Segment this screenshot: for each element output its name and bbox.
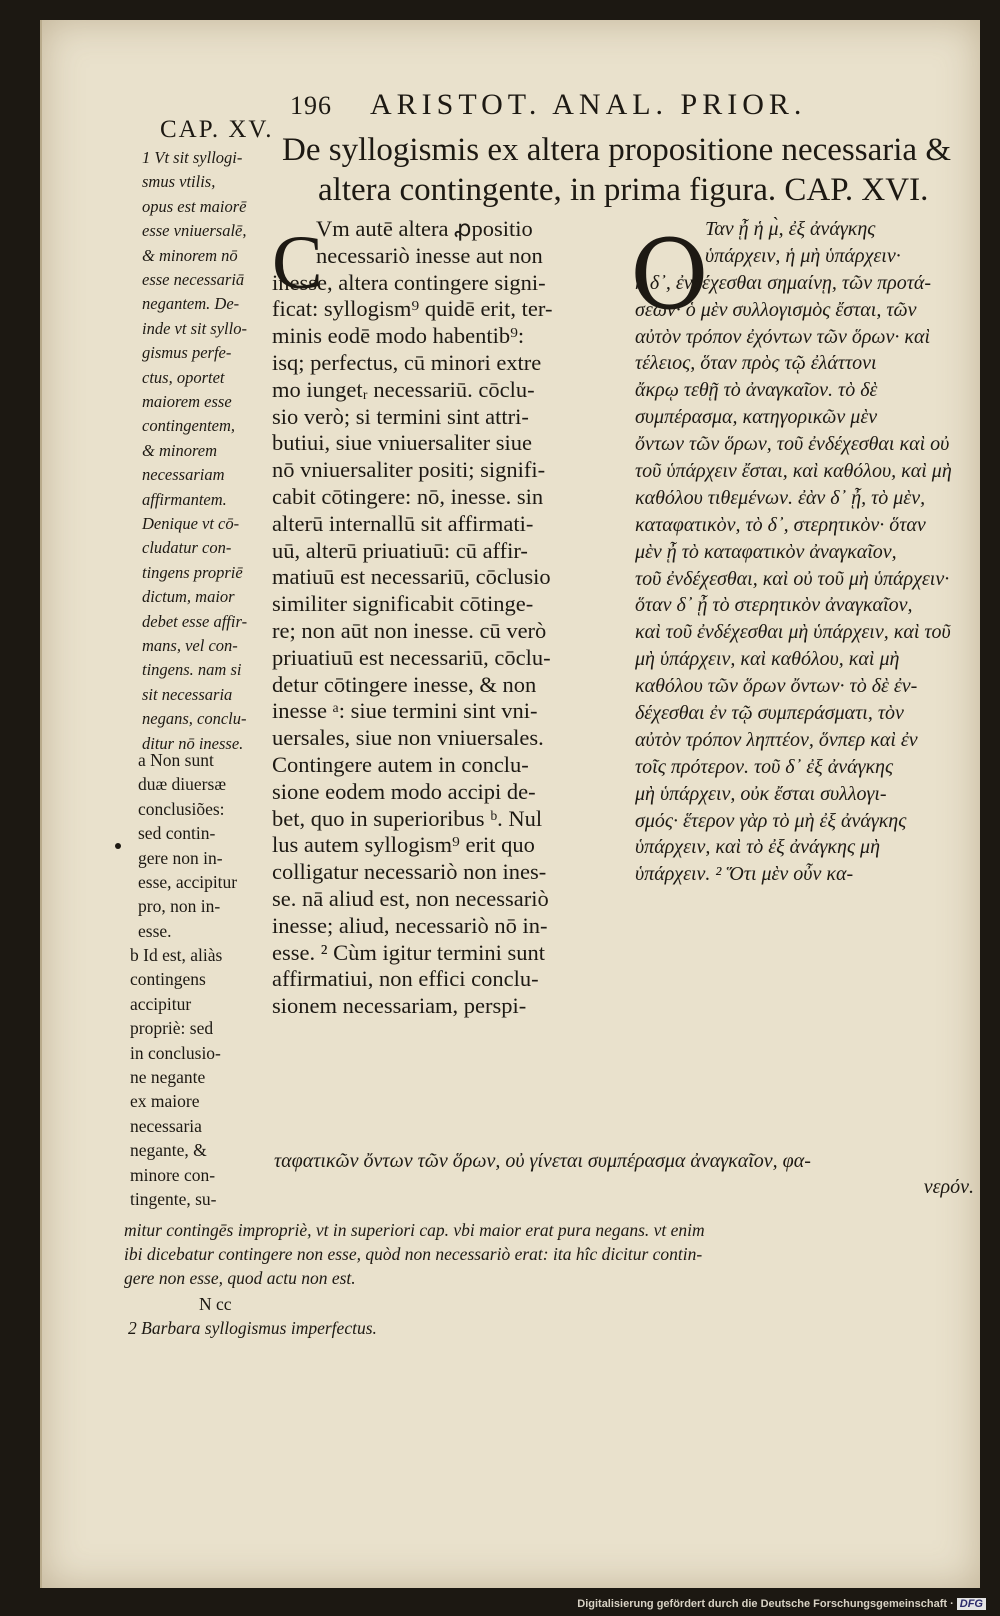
latin-line: necessariò inesse aut non	[316, 242, 543, 268]
margin-note-b-line: ne negante	[130, 1067, 206, 1087]
latin-line: sione eodem modo accipi de-	[272, 778, 536, 804]
margin-note-a-line: duæ diuersæ	[138, 774, 226, 795]
latin-line: re; non aūt non inesse. cū verò	[272, 617, 547, 643]
digitization-text: Digitalisierung gefördert durch die Deutsche Forschungsgemeinschaft ·	[577, 1598, 954, 1610]
chapter-title-line-1: De syllogismis ex altera propositione necessaria &	[282, 132, 951, 168]
greek-line: μὲν ᾖ τὸ καταφατικὸν ἀναγκαῖον,	[635, 540, 897, 563]
greek-line: αὐτὸν τρόπον ληπτέον, ὅνπερ καὶ ἐν	[635, 728, 918, 751]
latin-line: minis eodē modo habentib⁹:	[272, 323, 525, 349]
margin-note-1-line: ctus, oportet	[142, 367, 225, 387]
margin-note-a-line: esse, accipitur	[138, 872, 238, 892]
latin-line: nō vniuersaliter positi; signifi-	[272, 457, 546, 483]
margin-note-1-line: ditur nō inesse.	[142, 733, 244, 753]
greek-line: ὑπάρχειν, ἡ μὴ ὑπάρχειν·	[705, 244, 901, 267]
signature-mark: N cc	[199, 1294, 232, 1314]
latin-line: alterū internallū sit affirmati-	[272, 510, 534, 536]
greek-line: Ταν ᾖ ἡ μ̀, ἐξ ἀνάγκης	[705, 218, 876, 240]
latin-line: mo iungetᵣ necessariū. cōclu-	[272, 376, 535, 402]
margin-note-1-line: & minorem nō	[142, 245, 238, 265]
latin-line: priuatiuū est necessariū, cōclu-	[272, 644, 551, 670]
latin-line: detur cōtingere inesse, & non	[272, 671, 537, 697]
greek-line: ὄντων τῶν ὅρων, τοῦ ἐνδέχεσθαι καὶ οὐ	[635, 433, 950, 456]
greek-line: τέλειος, ὅταν πρὸς τῷ ἐλάττονι	[635, 352, 877, 375]
latin-line: lus autem syllogism⁹ erit quo	[272, 832, 535, 858]
greek-line: ἡ δ᾽, ἐνδέχεσθαι σημαίνῃ, τῶν προτά-	[635, 271, 932, 294]
margin-note-a-line: gere non in-	[138, 847, 223, 868]
latin-line: Contingere autem in conclu-	[272, 751, 529, 777]
dfg-logo: DFG	[957, 1598, 986, 1610]
margin-note-1-line: tingens propriē	[142, 562, 243, 582]
latin-line: esse. ² Cùm igitur termini sunt	[272, 939, 545, 965]
margin-note-1-line: & minorem	[142, 440, 218, 460]
latin-line: inesse ᵃ: siue termini sint vni-	[272, 698, 538, 724]
margin-note-1-line: esse vniuersalē,	[142, 221, 247, 241]
margin-note-1-line: contingentem,	[142, 416, 236, 436]
book-page	[40, 20, 980, 1588]
margin-note-1-line: dictum, maior	[142, 587, 235, 607]
margin-note-1-line: Denique vt cō-	[142, 514, 240, 533]
margin-note-b-line: accipitur	[130, 993, 192, 1014]
margin-note-1-line: negans, conclu-	[142, 709, 247, 729]
margin-note-1-line: 1 Vt sit syllogi-	[142, 148, 243, 167]
latin-line: colligatur necessariò non ines-	[272, 859, 547, 885]
margin-note-a-line: esse.	[138, 920, 172, 941]
greek-line: τοῦ ὑπάρχειν ἔσται, καὶ καθόλου, καὶ μὴ	[635, 460, 952, 483]
margin-note-1-line: maiorem esse	[142, 392, 232, 411]
margin-note-b-line: in conclusio-	[130, 1042, 221, 1063]
margin-note-b-line: propriè: sed	[130, 1018, 214, 1039]
margin-note-b-line: contingens	[130, 969, 206, 990]
margin-note-a-line: sed contin-	[138, 823, 216, 844]
greek-line: αὐτὸν τρόπον ἐχόντων τῶν ὅρων· καὶ	[635, 325, 931, 348]
greek-line: ὅταν δ᾽ ᾖ τὸ στερητικὸν ἀναγκαῖον,	[635, 594, 913, 617]
greek-line: τοῖς πρότερον. τοῦ δ᾽ ἐξ ἀνάγκης	[635, 755, 894, 778]
previous-chapter-label: CAP. XV.	[160, 116, 274, 143]
greek-line: συμπέρασμα, κατηγορικῶν μὲν	[635, 406, 878, 429]
greek-line: σμός· ἕτερον γὰρ τὸ μὴ ἐξ ἀνάγκης	[635, 809, 907, 832]
greek-line: δέχεσθαι ἐν τῷ συμπεράσματι, τὸν	[635, 702, 904, 725]
greek-text-continuation	[274, 1148, 974, 1200]
margin-note-a-line: pro, non in-	[138, 896, 221, 917]
margin-note-b-line: minore con-	[130, 1164, 216, 1185]
greek-line: καταφατικὸν, τὸ δ᾽, στερητικὸν· ὅταν	[635, 513, 926, 536]
footnote-2: 2 Barbara syllogismus imperfectus.	[128, 1318, 377, 1338]
latin-line: Vm autē altera ꝓpositio	[316, 216, 533, 241]
page-number: 196	[290, 91, 332, 120]
margin-note-1-line: affirmantem.	[142, 489, 227, 509]
margin-note-1-line: cludatur con-	[142, 538, 232, 558]
footnote-line: gere non esse, quod actu non est.	[124, 1268, 356, 1288]
latin-line: se. nā aliud est, non necessariò	[272, 885, 549, 911]
latin-line: uersales, siue non vniuersales.	[272, 725, 544, 751]
margin-note-b-line: tingente, su-	[130, 1189, 217, 1209]
latin-text-column	[272, 216, 610, 1020]
greek-line: σεων· ὁ μὲν συλλογισμὸς ἔσται, τῶν	[635, 298, 917, 321]
latin-line: cabit cōtingere: nō, inesse. sin	[272, 483, 544, 509]
greek-tail-line: νερόν.	[923, 1176, 974, 1198]
latin-line: bet, quo in superioribus ᵇ. Nul	[272, 805, 543, 831]
greek-line: ὑπάρχειν. ² Ὅτι μὲν οὖν κα-	[635, 863, 854, 886]
greek-text-column	[635, 216, 980, 888]
margin-note-a-line: a Non sunt	[138, 750, 214, 770]
greek-line: καθόλου τῶν ὅρων ὄντων· τὸ δὲ ἐν-	[635, 675, 918, 698]
greek-line: καὶ τοῦ ἐνδέχεσθαι μὴ ὑπάρχειν, καὶ τοῦ	[635, 621, 951, 644]
latin-line: ficat: syllogism⁹ quidē erit, ter-	[272, 296, 553, 322]
running-header	[290, 88, 930, 122]
margin-note-1-line: negantem. De-	[142, 294, 240, 314]
footnote-lines	[124, 1218, 1000, 1290]
latin-line: inesse, altera contingere signi-	[272, 269, 546, 295]
latin-line: isq; perfectus, cū minori extre	[272, 349, 542, 375]
margin-note-1-line: esse necessariā	[142, 270, 245, 289]
greek-line: ὑπάρχειν, καὶ τὸ ἐξ ἀνάγκης μὴ	[635, 836, 881, 859]
margin-note-1-line: debet esse affir-	[142, 611, 248, 631]
footnote-line: mitur contingēs impropriè, vt in superiori cap. vbi maior erat pura negans. vt enim	[124, 1220, 705, 1240]
greek-line: καθόλου τιθεμένων. ἐὰν δ᾽ ᾖ, τὸ μὲν,	[635, 486, 926, 509]
latin-line: similiter significabit cōtinge-	[272, 591, 534, 617]
margin-note-1-line: sit necessaria	[142, 684, 233, 704]
margin-note-b-line: negante, &	[130, 1140, 207, 1161]
chapter-title-line-2: altera contingente, in prima figura. CAP. XVI.	[318, 172, 929, 208]
greek-line: μὴ ὑπάρχειν, οὐκ ἔσται συλλογι-	[635, 782, 887, 805]
ink-spot	[115, 843, 121, 849]
margin-note-b-line: b Id est, aliàs	[130, 945, 223, 965]
latin-line: butiui, siue vniuersaliter siue	[272, 430, 532, 456]
latin-line: matiuū est necessariū, cōclusio	[272, 564, 551, 590]
drop-cap-greek: O	[630, 219, 709, 331]
margin-note-a-line: conclusiões:	[138, 798, 225, 819]
margin-note-1-line: mans, vel con-	[142, 636, 238, 655]
footnote-line: ibi dicebatur contingere non esse, quòd non necessariò erat: ita hîc dicitur contin-	[124, 1244, 703, 1264]
margin-note-1-line: gismus perfe-	[142, 343, 232, 363]
margin-note-1-line: smus vtilis,	[142, 172, 216, 192]
latin-line: sio verò; si termini sint attri-	[272, 403, 529, 429]
greek-tail-line: ταφατικῶν ὄντων τῶν ὅρων, οὐ γίνεται συμπέρασμα ἀναγκαῖον, φα-	[274, 1150, 811, 1172]
greek-line: τοῦ ἐνδέχεσθαι, καὶ οὐ τοῦ μὴ ὑπάρχειν·	[635, 567, 950, 590]
margin-note-1-line: inde vt sit syllo-	[142, 318, 247, 338]
margin-note-b-line: ex maiore	[130, 1091, 200, 1112]
margin-note-1-line: tingens. nam si	[142, 660, 242, 680]
running-title: ARISTOT. ANAL. PRIOR.	[370, 88, 807, 121]
drop-cap-latin: C	[272, 221, 323, 305]
digitization-credit	[577, 1598, 986, 1610]
latin-line: uū, alterū priuatiuū: cū affir-	[272, 537, 528, 563]
latin-line: inesse; aliud, necessariò nō in-	[272, 912, 548, 938]
latin-line: affirmatiui, non effici conclu-	[272, 966, 539, 992]
margin-note-1-line: necessariam	[142, 465, 225, 485]
margin-note-b-line: necessaria	[130, 1115, 202, 1136]
greek-line: μὴ ὑπάρχειν, καὶ καθόλου, καὶ μὴ	[635, 648, 900, 671]
latin-line: sionem necessariam, perspi-	[272, 993, 527, 1019]
greek-line: ἄκρῳ τεθῇ τὸ ἀναγκαῖον. τὸ δὲ	[635, 379, 878, 402]
margin-note-1-line: opus est maiorē	[142, 196, 247, 216]
footnote-block	[124, 1218, 1000, 1340]
